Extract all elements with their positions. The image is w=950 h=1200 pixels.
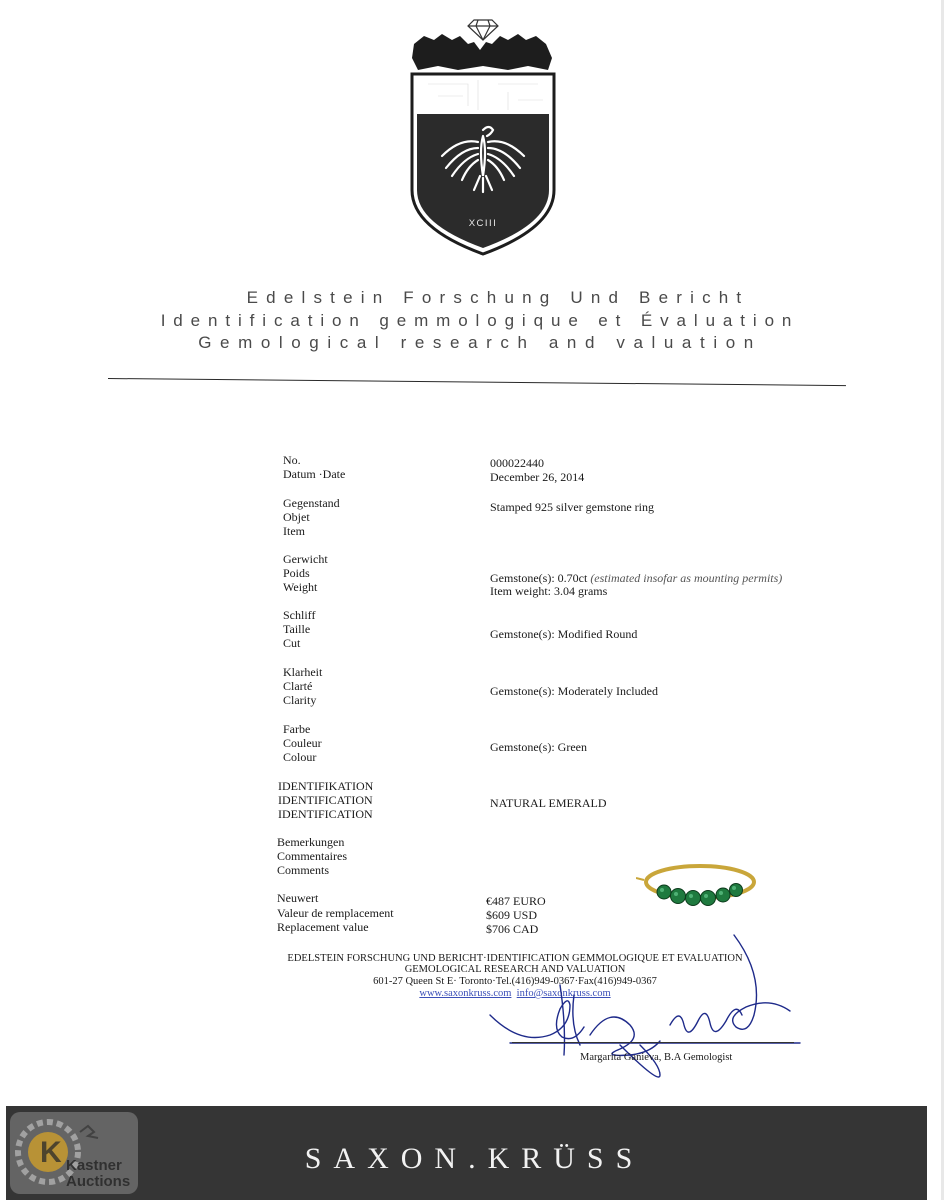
colour-label-fr: Couleur xyxy=(283,736,322,750)
brand-name: SAXON.KRÜSS xyxy=(304,1142,645,1175)
ident-label-fr: IDENTIFICATION xyxy=(278,793,373,807)
weight-item: Item weight: 3.04 grams xyxy=(490,584,608,598)
title-french: Identification gemmologique et Évaluation xyxy=(160,311,800,330)
clarity-label-en: Clarity xyxy=(283,693,317,707)
footer-address: 601-27 Queen St E· Toronto·Tel.(416)949-0367·Fax(416)949-0367 xyxy=(373,976,657,987)
weight-label-en: Weight xyxy=(283,580,318,594)
clarity-label-fr: Clarté xyxy=(283,679,313,693)
colour-value: Gemstone(s): Green xyxy=(490,740,587,754)
ident-label-de: IDENTIFIKATION xyxy=(278,779,374,793)
comments-label-fr: Commentaires xyxy=(277,849,347,863)
auction-watermark-logo xyxy=(10,1112,138,1194)
item-label-fr: Objet xyxy=(283,510,310,524)
weight-label-de: Gerwicht xyxy=(283,552,328,566)
crest-numeral: XCIII xyxy=(468,218,498,229)
diamond-icon xyxy=(468,20,498,40)
item-value: Stamped 925 silver gemstone ring xyxy=(490,500,654,514)
crest-logo xyxy=(408,14,558,258)
email-link[interactable]: info@saxonkruss.com xyxy=(516,988,611,999)
certificate-date: December 26, 2014 xyxy=(490,470,585,484)
website-link[interactable]: www.saxonkruss.com xyxy=(419,988,512,999)
item-label-de: Gegenstand xyxy=(283,496,340,510)
value-usd: $609 USD xyxy=(486,908,538,922)
cut-label-en: Cut xyxy=(283,636,301,650)
ring-photo xyxy=(636,858,760,918)
value-label-fr: Valeur de remplacement xyxy=(277,906,394,920)
clarity-label-de: Klarheit xyxy=(283,665,323,679)
value-cad: $706 CAD xyxy=(486,922,539,936)
signer-name: Margarita Ganieva, B.A Gemologist xyxy=(580,1052,733,1063)
svg-text:K: K xyxy=(40,1136,62,1169)
comments-label-en: Comments xyxy=(277,863,330,877)
clarity-value: Gemstone(s): Moderately Included xyxy=(490,684,658,698)
cut-label-de: Schliff xyxy=(283,608,316,622)
colour-label-de: Farbe xyxy=(283,722,311,736)
identification-value: NATURAL EMERALD xyxy=(490,796,607,810)
value-label-de: Neuwert xyxy=(277,891,319,905)
weight-note: (estimated insofar as mounting permits) xyxy=(590,571,783,585)
colour-label-en: Colour xyxy=(283,750,317,764)
watermark-text-1: Kastner xyxy=(66,1157,122,1174)
weight-gemstone: Gemstone(s): 0.70ct (estimated insofar as mounting permits) xyxy=(490,571,783,585)
comments-label-de: Bemerkungen xyxy=(277,835,345,849)
ident-label-en: IDENTIFICATION xyxy=(278,807,373,821)
value-label-en: Replacement value xyxy=(277,920,369,934)
cut-label-fr: Taille xyxy=(283,622,311,636)
weight-label-fr: Poids xyxy=(283,566,310,580)
watermark-text-2: Auctions xyxy=(66,1173,131,1190)
date-label: Datum ·Date xyxy=(283,467,346,481)
footer-subtitle: GEMOLOGICAL RESEARCH AND VALUATION xyxy=(404,964,626,975)
title-english: Gemological research and valuation xyxy=(198,333,762,352)
title-german: Edelstein Forschung Und Bericht xyxy=(246,288,750,307)
certificate-number: 000022440 xyxy=(490,456,544,470)
no-label: No. xyxy=(283,453,301,467)
footer-company-line: EDELSTEIN FORSCHUNG UND BERICHT·IDENTIFICATION GEMMOLOGIQUE ET EVALUATION xyxy=(287,953,743,964)
item-label-en: Item xyxy=(283,524,305,538)
cut-value: Gemstone(s): Modified Round xyxy=(490,627,638,641)
value-euro: €487 EURO xyxy=(486,894,546,908)
signature-line xyxy=(512,1042,794,1043)
